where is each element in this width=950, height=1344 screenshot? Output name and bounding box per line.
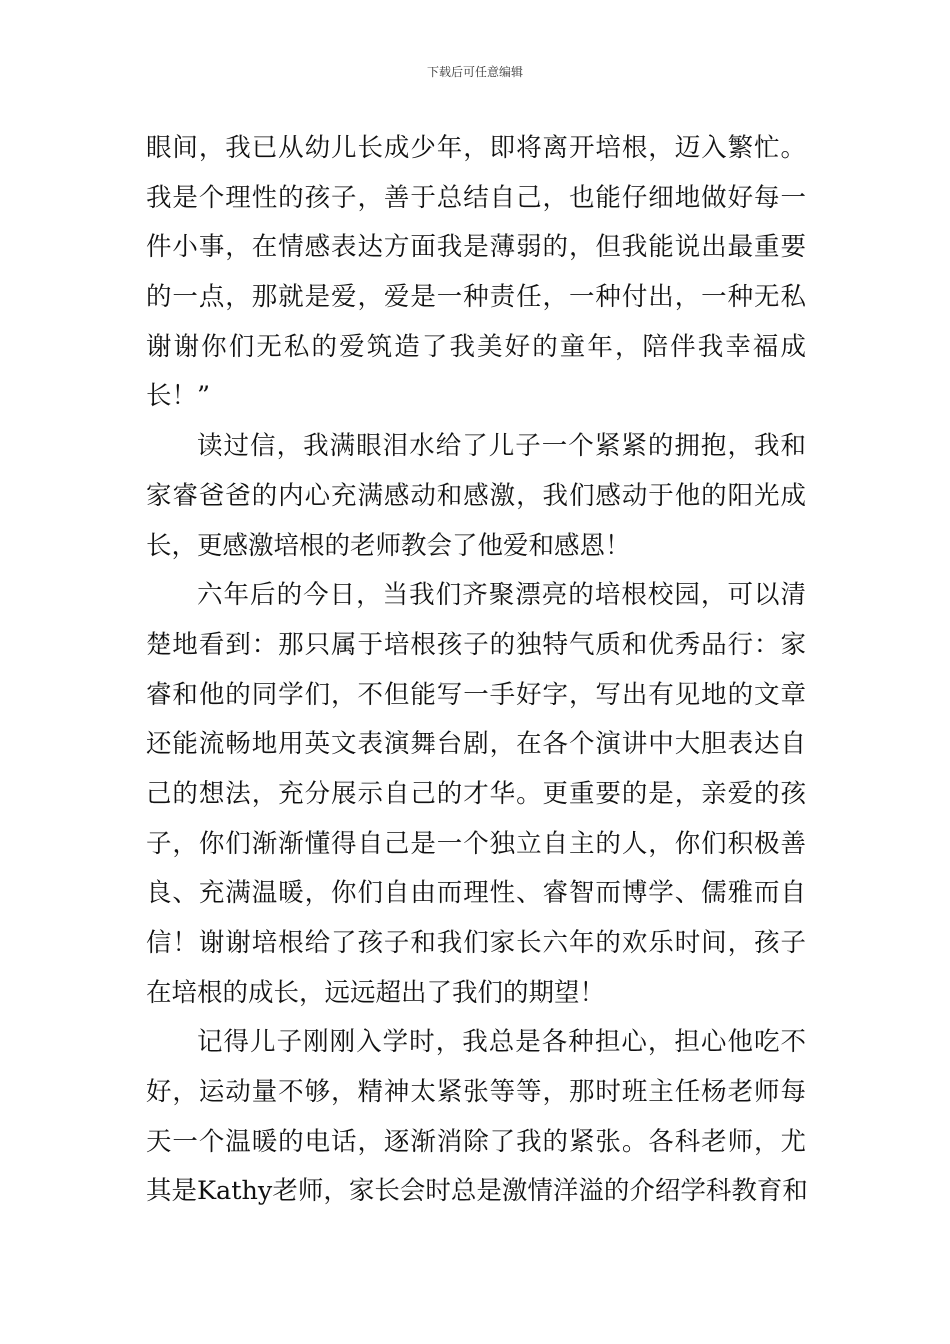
text-line: 己的想法，充分展示自己的才华。更重要的是，亲爱的孩 (146, 778, 806, 809)
text-line: 件小事，在情感表达方面我是薄弱的，但我能说出最重要 (146, 232, 806, 263)
paragraph-first-line: 记得儿子刚刚入学时，我总是各种担心，担心他吃不 (197, 1027, 806, 1058)
text-line: 家睿爸爸的内心充满感动和感激，我们感动于他的阳光成 (146, 480, 806, 511)
text-line: 天一个温暖的电话，逐渐消除了我的紧张。各科老师，尤 (146, 1126, 806, 1157)
text-line: 子，你们渐渐懂得自己是一个独立自主的人，你们积极善 (146, 828, 806, 859)
document-body (146, 124, 806, 1217)
text-line: 好，运动量不够，精神太紧张等等，那时班主任杨老师每 (146, 1077, 806, 1108)
text-line: 其是Kathy老师，家长会时总是激情洋溢的介绍学科教育和 (146, 1176, 808, 1207)
text-line: 睿和他的同学们，不但能写一手好字，写出有见地的文章 (146, 679, 806, 710)
text-line: 谢谢你们无私的爱筑造了我美好的童年，陪伴我幸福成 (146, 331, 806, 362)
text-line: 楚地看到：那只属于培根孩子的独特气质和优秀品行：家 (146, 629, 806, 660)
text-line: 还能流畅地用英文表演舞台剧，在各个演讲中大胆表达自 (146, 729, 806, 760)
paragraph-first-line: 六年后的今日，当我们齐聚漂亮的培根校园，可以清 (197, 580, 806, 611)
text-line: 我是个理性的孩子，善于总结自己，也能仔细地做好每一 (146, 182, 806, 213)
text-line: 信！谢谢培根给了孩子和我们家长六年的欢乐时间，孩子 (146, 928, 806, 958)
text-line: 长，更感激培根的老师教会了他爱和感恩！ (146, 530, 631, 561)
text-line: 良、充满温暖，你们自由而理性、睿智而博学、儒雅而自 (146, 878, 806, 909)
paragraph-first-line: 读过信，我满眼泪水给了儿子一个紧紧的拥抱，我和 (197, 431, 806, 462)
text-line: 在培根的成长，远远超出了我们的期望！ (146, 977, 606, 1008)
text-line: 眼间，我已从幼儿长成少年，即将离开培根，迈入繁忙。 (146, 133, 806, 163)
text-line: 长！” (146, 381, 211, 412)
text-line: 的一点，那就是爱，爱是一种责任，一种付出，一种无私 (146, 282, 806, 313)
page-header: 下载后可任意编辑 (426, 65, 523, 79)
